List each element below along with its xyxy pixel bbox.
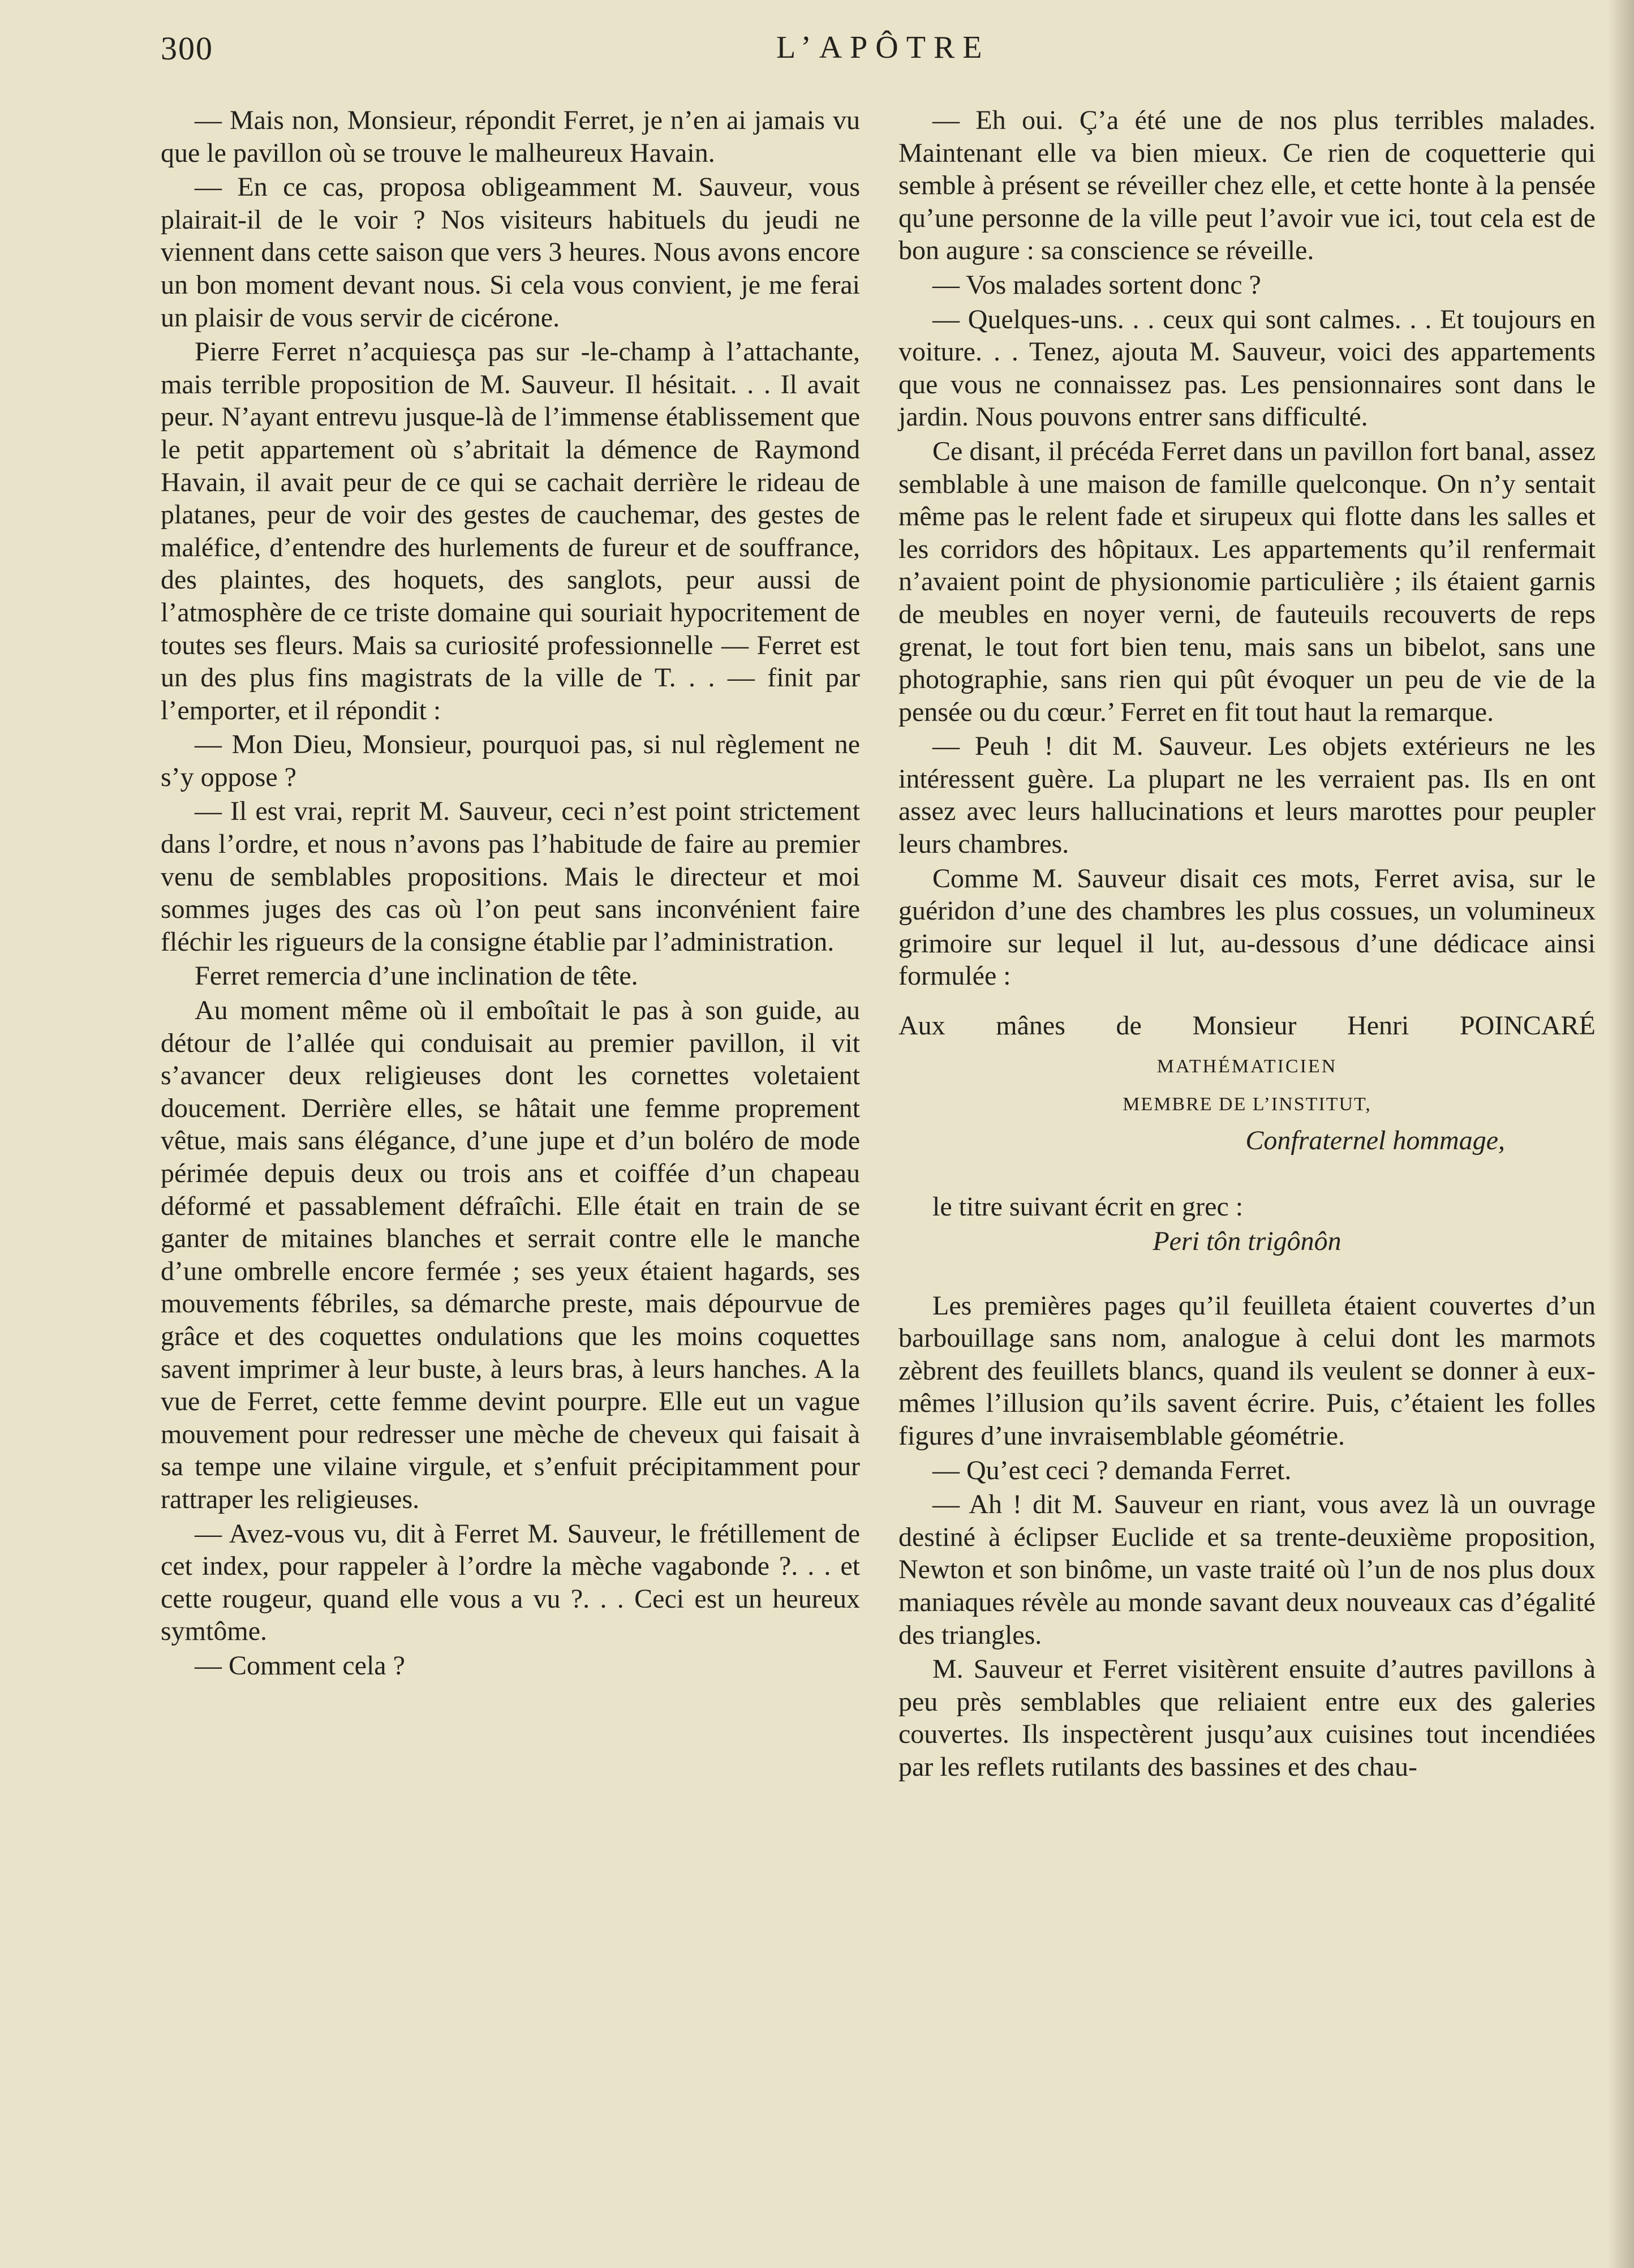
paragraph: — Eh oui. Ç’a été une de nos plus terribles malades. Maintenant elle va bien mieux. Ce rien de coquetterie qui semble à présent se réveiller chez elle, et cette honte à la pensée qu’une personne de la ville peut l’avoir vue ici, tout cela est de bon augure : sa conscience se réveille. <box>898 105 1596 266</box>
book-title: Peri tôn trigônôn <box>1153 1226 1341 1256</box>
paragraph: — En ce cas, proposa obligeamment M. Sauveur, vous plairait-il de le voir ? Nos visiteurs habituels du jeudi ne viennent dans cette saison que vers 3 heures. Nous avons encore un bon moment devant nous. Si cela vous convient, je me ferai un plaisir de vous servir de cicérone. <box>161 172 860 333</box>
paragraph: — Qu’est ceci ? demanda Ferret. <box>932 1455 1292 1485</box>
paragraph: — Mon Dieu, Monsieur, pourquoi pas, si nul règlement ne s’y oppose ? <box>161 729 860 792</box>
paragraph: Les premières pages qu’il feuilleta étaient couvertes d’un barbouillage sans nom, analogue à celui dont les marmots zèbrent des feuillets blancs, quand ils veulent se donner à eux-mêmes l’illusion qu’ils savent écrire. Puis, c’étaient les folles figures d’une invraisemblable géométrie. <box>898 1290 1596 1451</box>
paragraph: Comme M. Sauveur disait ces mots, Ferret avisa, sur le guéridon d’une des chambres les plus cossues, un volumineux grimoire sur lequel il lut, au-dessous d’une dédicace ainsi formulée : <box>898 863 1596 991</box>
dedication-membership: MEMBRE DE L’INSTITUT, <box>1123 1094 1371 1115</box>
dedication-closing: Confraternel hommage, <box>1245 1125 1505 1156</box>
paragraph: Pierre Ferret n’acquiesça pas sur -le-champ à l’attachante, mais terrible proposition de M. Sauveur. Il hésitait. . . Il avait peur. N’ayant entrevu jusque-là de l’immense établissement que le petit appartement où s’abritait la démence de Raymond Havain, il avait peur de ce qui se cachait derrière le rideau de platanes, peur de voir des gestes de cauchemar, des gestes de maléfice, d’entendre des hurlements de fureur et de souffrance, des plaintes, des hoquets, des sanglots, peur aussi de l’atmosphère de ce triste domaine qui souriait hypocritement de toutes ses fleurs. Mais sa curiosité professionnelle — Ferret est un des plus fins magistrats de la ville de T. . . — finit par l’emporter, et il répondit : <box>161 337 860 725</box>
paragraph: — Peuh ! dit M. Sauveur. Les objets extérieurs ne les intéressent guère. La plupart ne les verraient pas. Ils en ont assez avec leurs hallucinations et leurs marottes pour peupler leurs chambres. <box>898 731 1596 860</box>
paragraph: — Mais non, Monsieur, répondit Ferret, je n’en ai jamais vu que le pavillon où se trouve le malheureux Havain. <box>161 105 860 168</box>
dedication-recipient: Aux mânes de Monsieur Henri POINCARÉ <box>898 1011 1596 1041</box>
running-title: L’APÔTRE <box>776 30 990 65</box>
left-column <box>161 104 860 1684</box>
paragraph: Au moment même où il emboîtait le pas à son guide, au détour de l’allée qui conduisait au premier pavillon, il vit s’avancer deux religieuses dont les cornettes voletaient doucement. Derrière elles, se hâtait une femme proprement vêtue, mais sans élégance, d’une jupe et d’un boléro de mode périmée depuis deux ou trois ans et coiffée d’un chapeau déformé et passablement défraîchi. Elle était en train de se ganter de mitaines blanches et serrait contre elle le manche d’une ombrelle encore fermée ; ses yeux étaient hagards, ses mouvements fébriles, sa démarche preste, mais dépourvue de grâce et des coquettes ondulations que les moins coquettes savent imprimer à leur buste, à leurs bras, à leurs hanches. A la vue de Ferret, cette femme devint pourpre. Elle eut un vague mouvement pour redresser une mèche de cheveux qui faisait à sa tempe une vilaine virgule, et s’enfuit précipitamment pour rattraper les religieuses. <box>161 995 860 1514</box>
page-number: 300 <box>161 30 213 67</box>
paragraph: M. Sauveur et Ferret visitèrent ensuite d’autres pavillons à peu près semblables que reliaient entre eux des galeries couvertes. Ils inspectèrent jusqu’aux cuisines tout incendiées par les reflets rutilants des bassines et des chau- <box>898 1654 1596 1782</box>
paragraph: — Comment cela ? <box>195 1650 405 1681</box>
paragraph: Ce disant, il précéda Ferret dans un pavillon fort banal, assez semblable à une maison de famille quelconque. On n’y sentait même pas le relent fade et sirupeux qui flotte dans les salles et les corridors des hôpitaux. Les appartements qu’il renfermait n’avaient point de physionomie particulière ; ils étaient garnis de meubles en noyer verni, de fauteuils recouverts de reps grenat, le tout fort bien tenu, mais sans un bibelot, sans une photographie, sans rien qui pût évoquer un peu de vie de la pensée ou du cœur.’ Ferret en fit tout haut la remarque. <box>898 436 1596 727</box>
dedication <box>898 1010 1596 1157</box>
paragraph: Ferret remercia d’une inclination de tête. <box>195 961 638 991</box>
paragraph: — Avez-vous vu, dit à Ferret M. Sauveur, le frétillement de cet index, pour rappeler à l’ordre la mèche vagabonde ?. . . et cette rougeur, quand elle vous a vu ?. . . Ceci est un heureux symtôme. <box>161 1518 860 1647</box>
greek-intro: le titre suivant écrit en grec : <box>932 1192 1244 1222</box>
dedication-title: MATHÉMATICIEN <box>1156 1055 1338 1077</box>
paragraph: — Vos malades sortent donc ? <box>932 269 1261 300</box>
right-column <box>898 104 1596 1785</box>
paragraph: — Quelques-uns. . . ceux qui sont calmes. . . Et toujours en voiture. . . Tenez, ajouta M. Sauveur, voici des appartements que vous ne connaissez pas. Les pensionnaires sont dans le jardin. Nous pouvons entrer sans difficulté. <box>898 304 1596 432</box>
paragraph: — Il est vrai, reprit M. Sauveur, ceci n’est point strictement dans l’ordre, et nous n’avons pas l’habitude de faire au premier venu de semblables propositions. Mais le directeur et moi sommes juges des cas où l’on peut sans inconvénient faire fléchir les rigueurs de la consigne établie par l’administration. <box>161 796 860 957</box>
paragraph: — Ah ! dit M. Sauveur en riant, vous avez là un ouvrage destiné à éclipser Euclide et sa trente-deuxième proposition, Newton et son binôme, un vaste traité où l’un de nos plus doux maniaques révèle au monde savant deux nouveaux cas d’égalité des triangles. <box>898 1489 1596 1650</box>
